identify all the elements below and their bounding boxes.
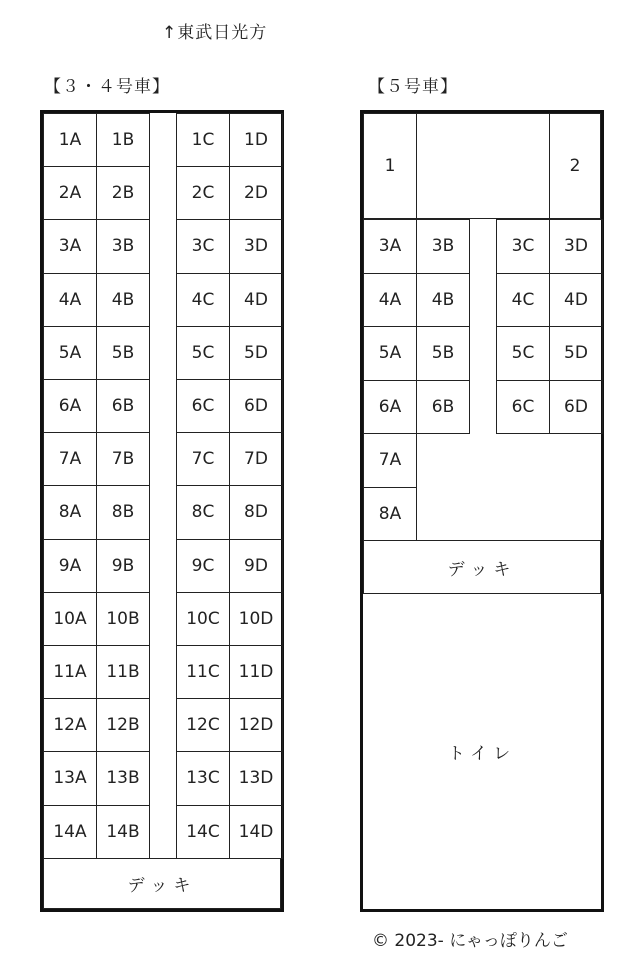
seat: 4D (549, 273, 603, 328)
seat: 9A (43, 539, 97, 593)
seat: 3A (363, 219, 417, 274)
seat: 6B (96, 379, 150, 433)
room-1: 1 (363, 113, 417, 219)
car-5-layout (360, 110, 604, 912)
seat: 14A (43, 805, 97, 859)
seat: 14B (96, 805, 150, 859)
seat: 6A (363, 380, 417, 435)
seat: 2D (229, 166, 283, 220)
seat: 4B (416, 273, 470, 328)
seat: 8A (363, 487, 417, 542)
toilet-area: トイレ (363, 593, 601, 909)
seat: 7C (176, 432, 230, 486)
seat: 4D (229, 273, 283, 327)
lounge-area (416, 113, 550, 219)
seat: 6C (176, 379, 230, 433)
seat: 6A (43, 379, 97, 433)
seat: 14D (229, 805, 283, 859)
seat: 2C (176, 166, 230, 220)
seat: 3A (43, 219, 97, 273)
seat: 10D (229, 592, 283, 646)
seat: 8A (43, 485, 97, 539)
seat: 10B (96, 592, 150, 646)
seat: 6D (549, 380, 603, 435)
seat: 12B (96, 698, 150, 752)
seat: 3C (176, 219, 230, 273)
seat: 11B (96, 645, 150, 699)
seat: 7B (96, 432, 150, 486)
direction-label: ↑東武日光方 (162, 23, 268, 43)
aisle (149, 113, 177, 858)
seat: 13C (176, 751, 230, 805)
seat: 5B (416, 326, 470, 381)
seat: 6C (496, 380, 550, 435)
seat: 1B (96, 113, 150, 167)
seat: 4A (43, 273, 97, 327)
seat: 8D (229, 485, 283, 539)
car-5-title: 【５号車】 (368, 77, 458, 97)
seat: 3B (96, 219, 150, 273)
seat: 10A (43, 592, 97, 646)
copyright: © 2023- にゃっぽりんご (372, 931, 568, 951)
car-34-layout (40, 110, 284, 912)
seat: 8B (96, 485, 150, 539)
seat: 5A (43, 326, 97, 380)
seat: 6B (416, 380, 470, 435)
seat: 5C (496, 326, 550, 381)
seat: 4B (96, 273, 150, 327)
seat: 3D (549, 219, 603, 274)
seat: 1A (43, 113, 97, 167)
car-34-title: 【３・４号車】 (44, 77, 170, 97)
seat: 7A (43, 432, 97, 486)
seat: 14C (176, 805, 230, 859)
seat: 5D (229, 326, 283, 380)
seat: 12A (43, 698, 97, 752)
seat: 3C (496, 219, 550, 274)
seat: 3B (416, 219, 470, 274)
seat: 2A (43, 166, 97, 220)
deck-area: デッキ (43, 858, 281, 909)
seat: 1D (229, 113, 283, 167)
seat: 2B (96, 166, 150, 220)
seat: 11D (229, 645, 283, 699)
seat: 4A (363, 273, 417, 328)
seat: 4C (496, 273, 550, 328)
seat: 10C (176, 592, 230, 646)
seat: 6D (229, 379, 283, 433)
seat: 13B (96, 751, 150, 805)
seat: 5C (176, 326, 230, 380)
seat: 5A (363, 326, 417, 381)
seat: 9D (229, 539, 283, 593)
seat: 3D (229, 219, 283, 273)
seat: 1C (176, 113, 230, 167)
seat: 4C (176, 273, 230, 327)
seat: 9B (96, 539, 150, 593)
seat: 11C (176, 645, 230, 699)
seat: 12C (176, 698, 230, 752)
seat: 5D (549, 326, 603, 381)
seat: 13D (229, 751, 283, 805)
deck-area: デッキ (363, 540, 601, 594)
seat: 12D (229, 698, 283, 752)
seat: 8C (176, 485, 230, 539)
seat: 13A (43, 751, 97, 805)
seat: 7A (363, 433, 417, 488)
seat: 11A (43, 645, 97, 699)
seat: 7D (229, 432, 283, 486)
room-2: 2 (549, 113, 601, 219)
seat: 5B (96, 326, 150, 380)
seat: 9C (176, 539, 230, 593)
